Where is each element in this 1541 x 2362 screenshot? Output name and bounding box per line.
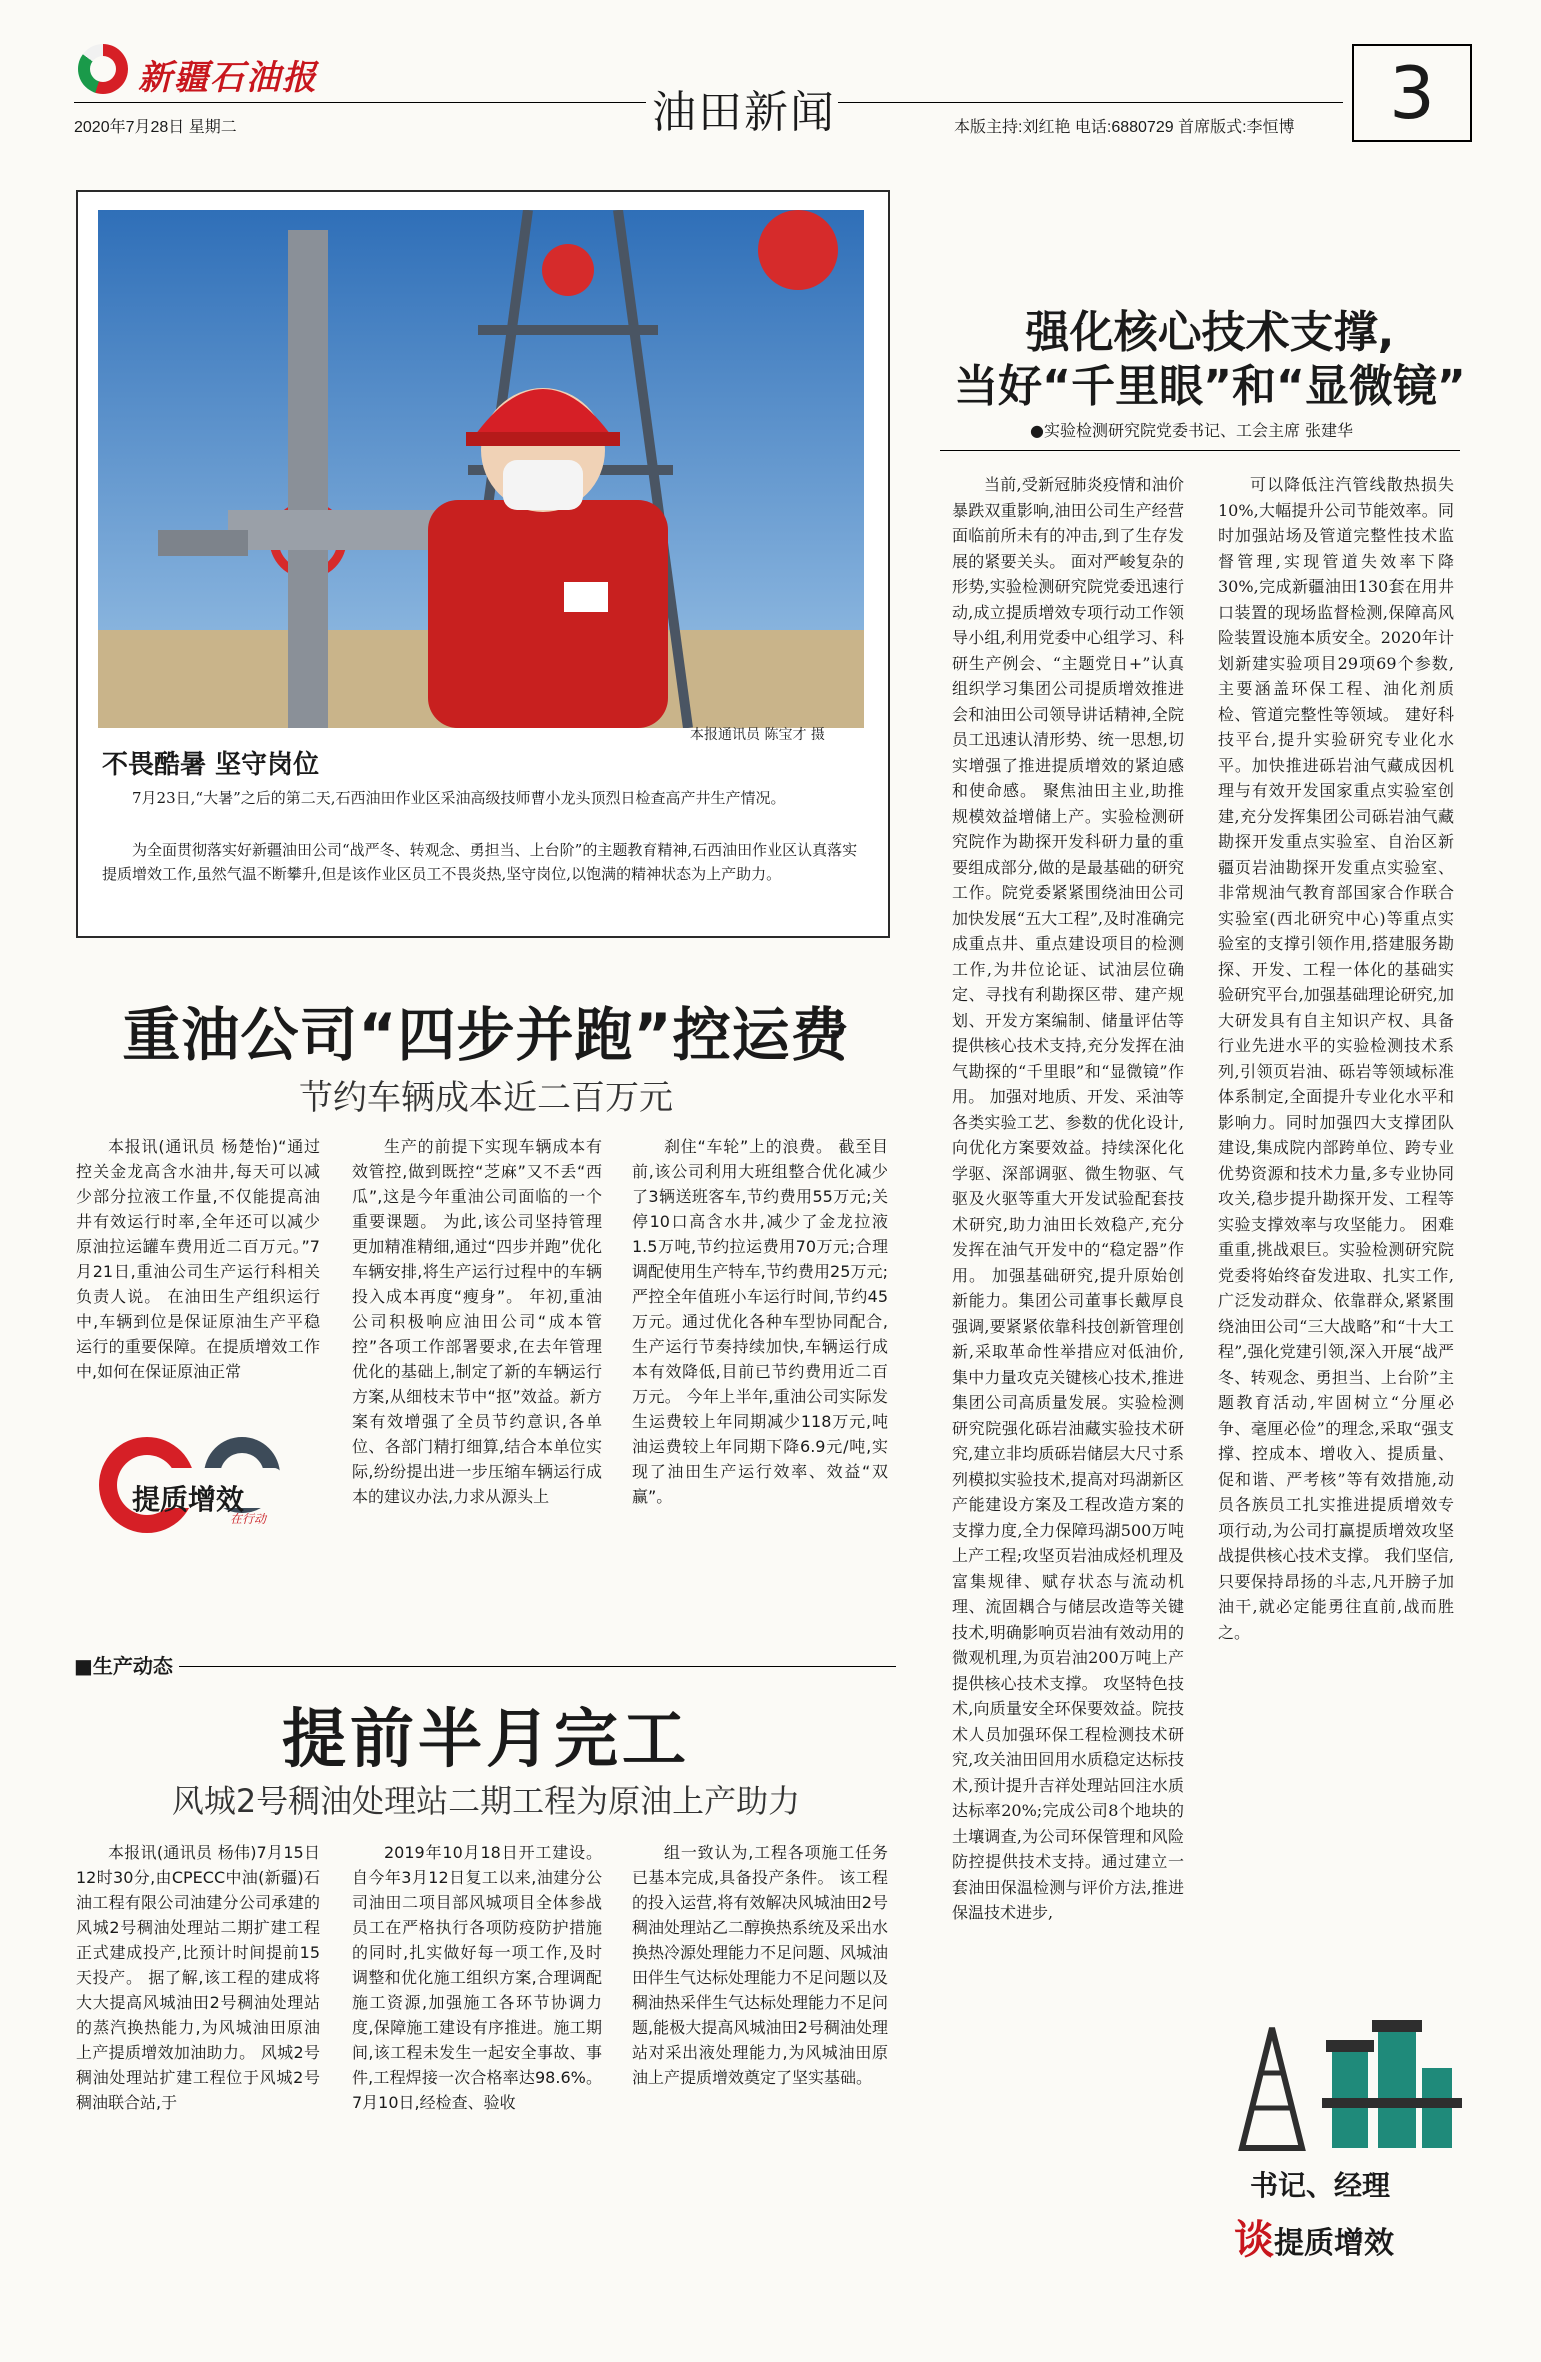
section-title: 油田新闻 [652, 87, 836, 138]
badge-subtitle-text: 提质增效 [1274, 2226, 1394, 2261]
issue-date: 2020年7月28日 星期二 [74, 119, 237, 136]
article-2-column-1 [952, 472, 1184, 2330]
article-1-subhead: 节约车辆成本近二百万元 [299, 1078, 673, 1118]
photo-caption-1: 7月23日,“大暑”之后的第二天,石西油田作业区采油高级技师曹小龙头顶烈日检查高产井生产情况。 [132, 789, 786, 807]
badge-subtext: 在行动 [230, 1512, 267, 1526]
header-rule-right [838, 102, 1343, 103]
article-3-column-1 [76, 1840, 320, 2340]
article-2-text: 当前,受新冠肺炎疫情和油价暴跌双重影响,油田公司生产经营面临前所未有的冲击,到了生存发展的紧要关头。 面对严峻复杂的形势,实验检测研究院党委迅速行动,成立提质增效专项行动工作领导小组,利用党委中心组学习、科研生产例会、“主题党日+”认真组织学习集团公司提质增效推进会和油田公司领导讲话精神,全院员工迅速认清形势、统一思想,切实增强了推进提质增效的紧迫感和使命感。 聚焦油田主业,助推规模效益增储上产。实验检测研究院作为勘探开发科研力量的重要组成部分,做的是最基础的研究工作。院党委紧紧围绕油田公司加快发展“五大工程”,及时准确完成重点井、重点建设项目的检测工作,为井位论证、试油层位确定、寻找有利勘探区带、建产规划、开发方案编制、储量评估等提供核心技术支持,充分发挥在油气勘探的“千里眼”和“显微镜”作用。 加强对地质、开发、采油等各类实验工艺、参数的优化设计,向优化方案要效益。持续深化化学驱、深部调驱、微生物驱、气驱及火驱等重大开发试验配套技术研究,助力油田长效稳产,充分发挥在油气开发中的“稳定器”作用。 加强基础研究,提升原始创新能力。集团公司董事长戴厚良强调,要紧紧依靠科技创新管理创新,采取革命性举措应对低油价,集中力量攻克关键核心技术,推进集团公司高质量发展。实验检测研究院强化砾岩油藏实验技术研究,建立非均质砾岩储层大尺寸系列模拟实验技术,提高对玛湖新区产能建设方案及工程改造方案的支撑力度,全力保障玛湖500万吨上产工程;攻坚页岩油成烃机理及富集规律、赋存状态与流动机理、流固耦合与储层改造等关键技术,明确影响页岩油有效动用的微观机理,为页岩油200万吨上产提供核心技术支撑。 攻坚特色技术,向质量安全环保要效益。院技术人员加强环保工程检测技术研究,攻关油田回用水质稳定达标技术,预计提升吉祥处理站回注水质达标率20%;完成公司8个地块的土壤调查,为公司环保管理和风险防控提供技术支持。通过建立一套油田保温检测与评价方法,推进保温技术进步, [952, 475, 1184, 1922]
article-3-headline: 提前半月完工 [282, 1703, 690, 1777]
article-2-headline-line-1: 强化核心技术支撑, [1025, 307, 1395, 358]
article-1-text: 本报讯(通讯员 杨楚怡)“通过控关金龙高含水油井,每天可以减少部分拉液工作量,不仅能提高油井有效运行时率,全年还可以减少原油拉运罐车费用近二百万元。”7月21日,重油公司生产运行科相关负责人说。 在油田生产组织运行中,车辆到位是保证原油生产平稳运行的重要保障。在提质增效工作中,如何在保证原油正常 [76, 1137, 320, 1381]
newspaper-name: 新疆石油报 [138, 58, 318, 98]
badge-title: 书记、经理 [1250, 2169, 1391, 2202]
article-3-column-3 [632, 1840, 888, 2340]
article-3-text: 本报讯(通讯员 杨伟)7月15日12时30分,由CPECC中油(新疆)石油工程有限公司油建分公司承建的风城2号稠油处理站二期扩建工程正式建成投产,比预计时间提前15天投产。 据了解,该工程的建成将大大提高风城油田2号稠油处理站的蒸汽换热能力,为风城油田原油上产提质增效加油助力。 风城2号稠油处理站扩建工程位于风城2号稠油联合站,于 [76, 1843, 320, 2112]
oil-rig-icon [1222, 1988, 1472, 2188]
badge-text: 提质增效 [132, 1483, 245, 1516]
article-2-text: 可以降低注汽管线散热损失10%,大幅提升公司节能效率。同时加强站场及管道完整性技术监督管理,实现管道失效率下降30%,完成新疆油田130套在用井口装置的现场监督检测,保障高风险装置设施本质安全。2020年计划新建实验项目29项69个参数,主要涵盖环保工程、油化剂质检、管道完整性等领域。 建好科技平台,提升实验研究专业化水平。加快推进砾岩油气藏成因机理与有效开发国家重点实验室创建,充分发挥集团公司砾岩油气藏勘探开发重点实验室、自治区新疆页岩油勘探开发重点实验室、非常规油气教育部国家合作联合实验室(西北研究中心)等重点实验室的支撑引领作用,搭建服务勘探、开发、工程一体化的基础实验研究平台,加强基础理论研究,加大研发具有自主知识产权、具备行业先进水平的实验检测技术系列,引领页岩油、砾岩等领域标准体系制定,全面提升专业化水平和影响力。同时加强四大支撑团队建设,集成院内部跨单位、跨专业优势资源和技术力量,多专业协同攻关,稳步提升勘探开发、工程等实验支撑效率与攻坚能力。 困难重重,挑战艰巨。实验检测研究院党委将始终奋发进取、扎实工作,广泛发动群众、依靠群众,紧紧围绕油田公司“三大战略”和“十大工程”,强化党建引领,深入开展“战严冬、转观念、勇担当、上台阶”主题教育活动,牢固树立“分厘必争、毫厘必俭”的理念,采取“强支撑、控成本、增收入、提质量、促和谐、严考核”等有效措施,动员各族员工扎实推进提质增效专项行动,为公司打赢提质增效攻坚战提供核心技术支撑。 我们坚信,只要保持昂扬的斗志,凡开膀子加油干,就必定能勇往直前,战而胜之。 [1218, 475, 1454, 1642]
page-number: 3 [1352, 44, 1472, 142]
section-kicker: ■生产动态 [74, 1650, 179, 1679]
photo-caption-2: 为全面贯彻落实好新疆油田公司“战严冬、转观念、勇担当、上台阶”的主题教育精神,石西油田作业区认真落实提质增效工作,虽然气温不断攀升,但是该作业区员工不畏炎热,坚守岗位,以饱满的精神状态为上产助力。 [102, 841, 858, 883]
article-1-column-1 [76, 1134, 320, 1414]
section-divider [76, 1666, 896, 1667]
byline-rule [940, 450, 1460, 451]
article-3-text: 组一致认为,工程各项施工任务已基本完成,具备投产条件。 该工程的投入运营,将有效解决风城油田2号稠油处理站乙二醇换热系统及采出水换热冷源处理能力不足问题、风城油田伴生气达标处理能力不足问题以及稠油热采伴生气达标处理能力不足问题,能极大提高风城油田2号稠油处理站对采出液处理能力,为风城油田原油上产提质增效奠定了坚实基础。 [632, 1843, 888, 2087]
badge-subtitle [1234, 2208, 1394, 2265]
article-1-column-3 [632, 1134, 888, 1574]
article-3-column-2 [352, 1840, 602, 2340]
article-1-column-2 [352, 1134, 602, 1574]
article-1-text: 刹住“车轮”上的浪费。 截至目前,该公司利用大班组整合优化减少了3辆送班客车,节约费用55万元;关停10口高含水井,减少了金龙拉液1.5万吨,节约拉运费用70万元;合理调配使用生产特车,节约费用25万元;严控全年值班小车运行时间,节约45万元。通过优化各种车型协同配合,生产运行节奏持续加快,车辆运行成本有效降低,目前已节约费用近二百万元。 今年上半年,重油公司实际发生运费较上年同期减少118万元,吨油运费较上年同期下降6.9元/吨,实现了油田生产运行效率、效益“双赢”。 [632, 1137, 888, 1506]
article-3-text: 2019年10月18日开工建设。自今年3月12日复工以来,油建分公司油田二项目部风城项目全体参战员工在严格执行各项防疫防护措施的同时,扎实做好每一项工作,及时调整和优化施工组织方案,合理调配施工资源,加强施工各环节协调力度,保障施工建设有序推进。施工期间,该工程未发生一起安全事故、事件,工程焊接一次合格率达98.6%。 7月10日,经检查、验收 [352, 1843, 602, 2112]
badge-highlight: 谈 [1234, 2217, 1274, 2263]
header-rule-left [74, 102, 646, 103]
page-editor-info: 本版主持:刘红艳 电话:6880729 首席版式:李恒博 [954, 119, 1295, 136]
photo-credit: 本报通讯员 陈宝才 摄 [690, 727, 825, 743]
article-3-subhead: 风城2号稠油处理站二期工程为原油上产助力 [171, 1782, 801, 1820]
news-photo [98, 210, 864, 728]
newspaper-logo-icon [78, 44, 128, 94]
article-2-column-2 [1218, 472, 1454, 1948]
article-1-text: 生产的前提下实现车辆成本有效管控,做到既控“芝麻”又不丢“西瓜”,这是今年重油公司面临的一个重要课题。 为此,该公司坚持管理更加精准精细,通过“四步并跑”优化车辆安排,将生产运行过程中的车辆投入成本再度“瘦身”。 年初,重油公司积极响应油田公司“成本管控”各项工作部署要求,在去年管理优化的基础上,制定了新的车辆运行方案,从细枝末节中“抠”效益。新方案有效增强了全员节约意识,各单位、各部门精打细算,结合本单位实际,纷纷提出进一步压缩车辆运行成本的建议办法,力求从源头上 [352, 1137, 602, 1506]
article-1-headline: 重油公司“四步并跑”控运费 [122, 1001, 850, 1069]
article-2-byline: ●实验检测研究院党委书记、工会主席 张建华 [1030, 421, 1354, 440]
photo-title: 不畏酷暑 坚守岗位 [102, 750, 320, 780]
article-2-headline-line-2: 当好“千里眼”和“显微镜” [954, 361, 1466, 412]
